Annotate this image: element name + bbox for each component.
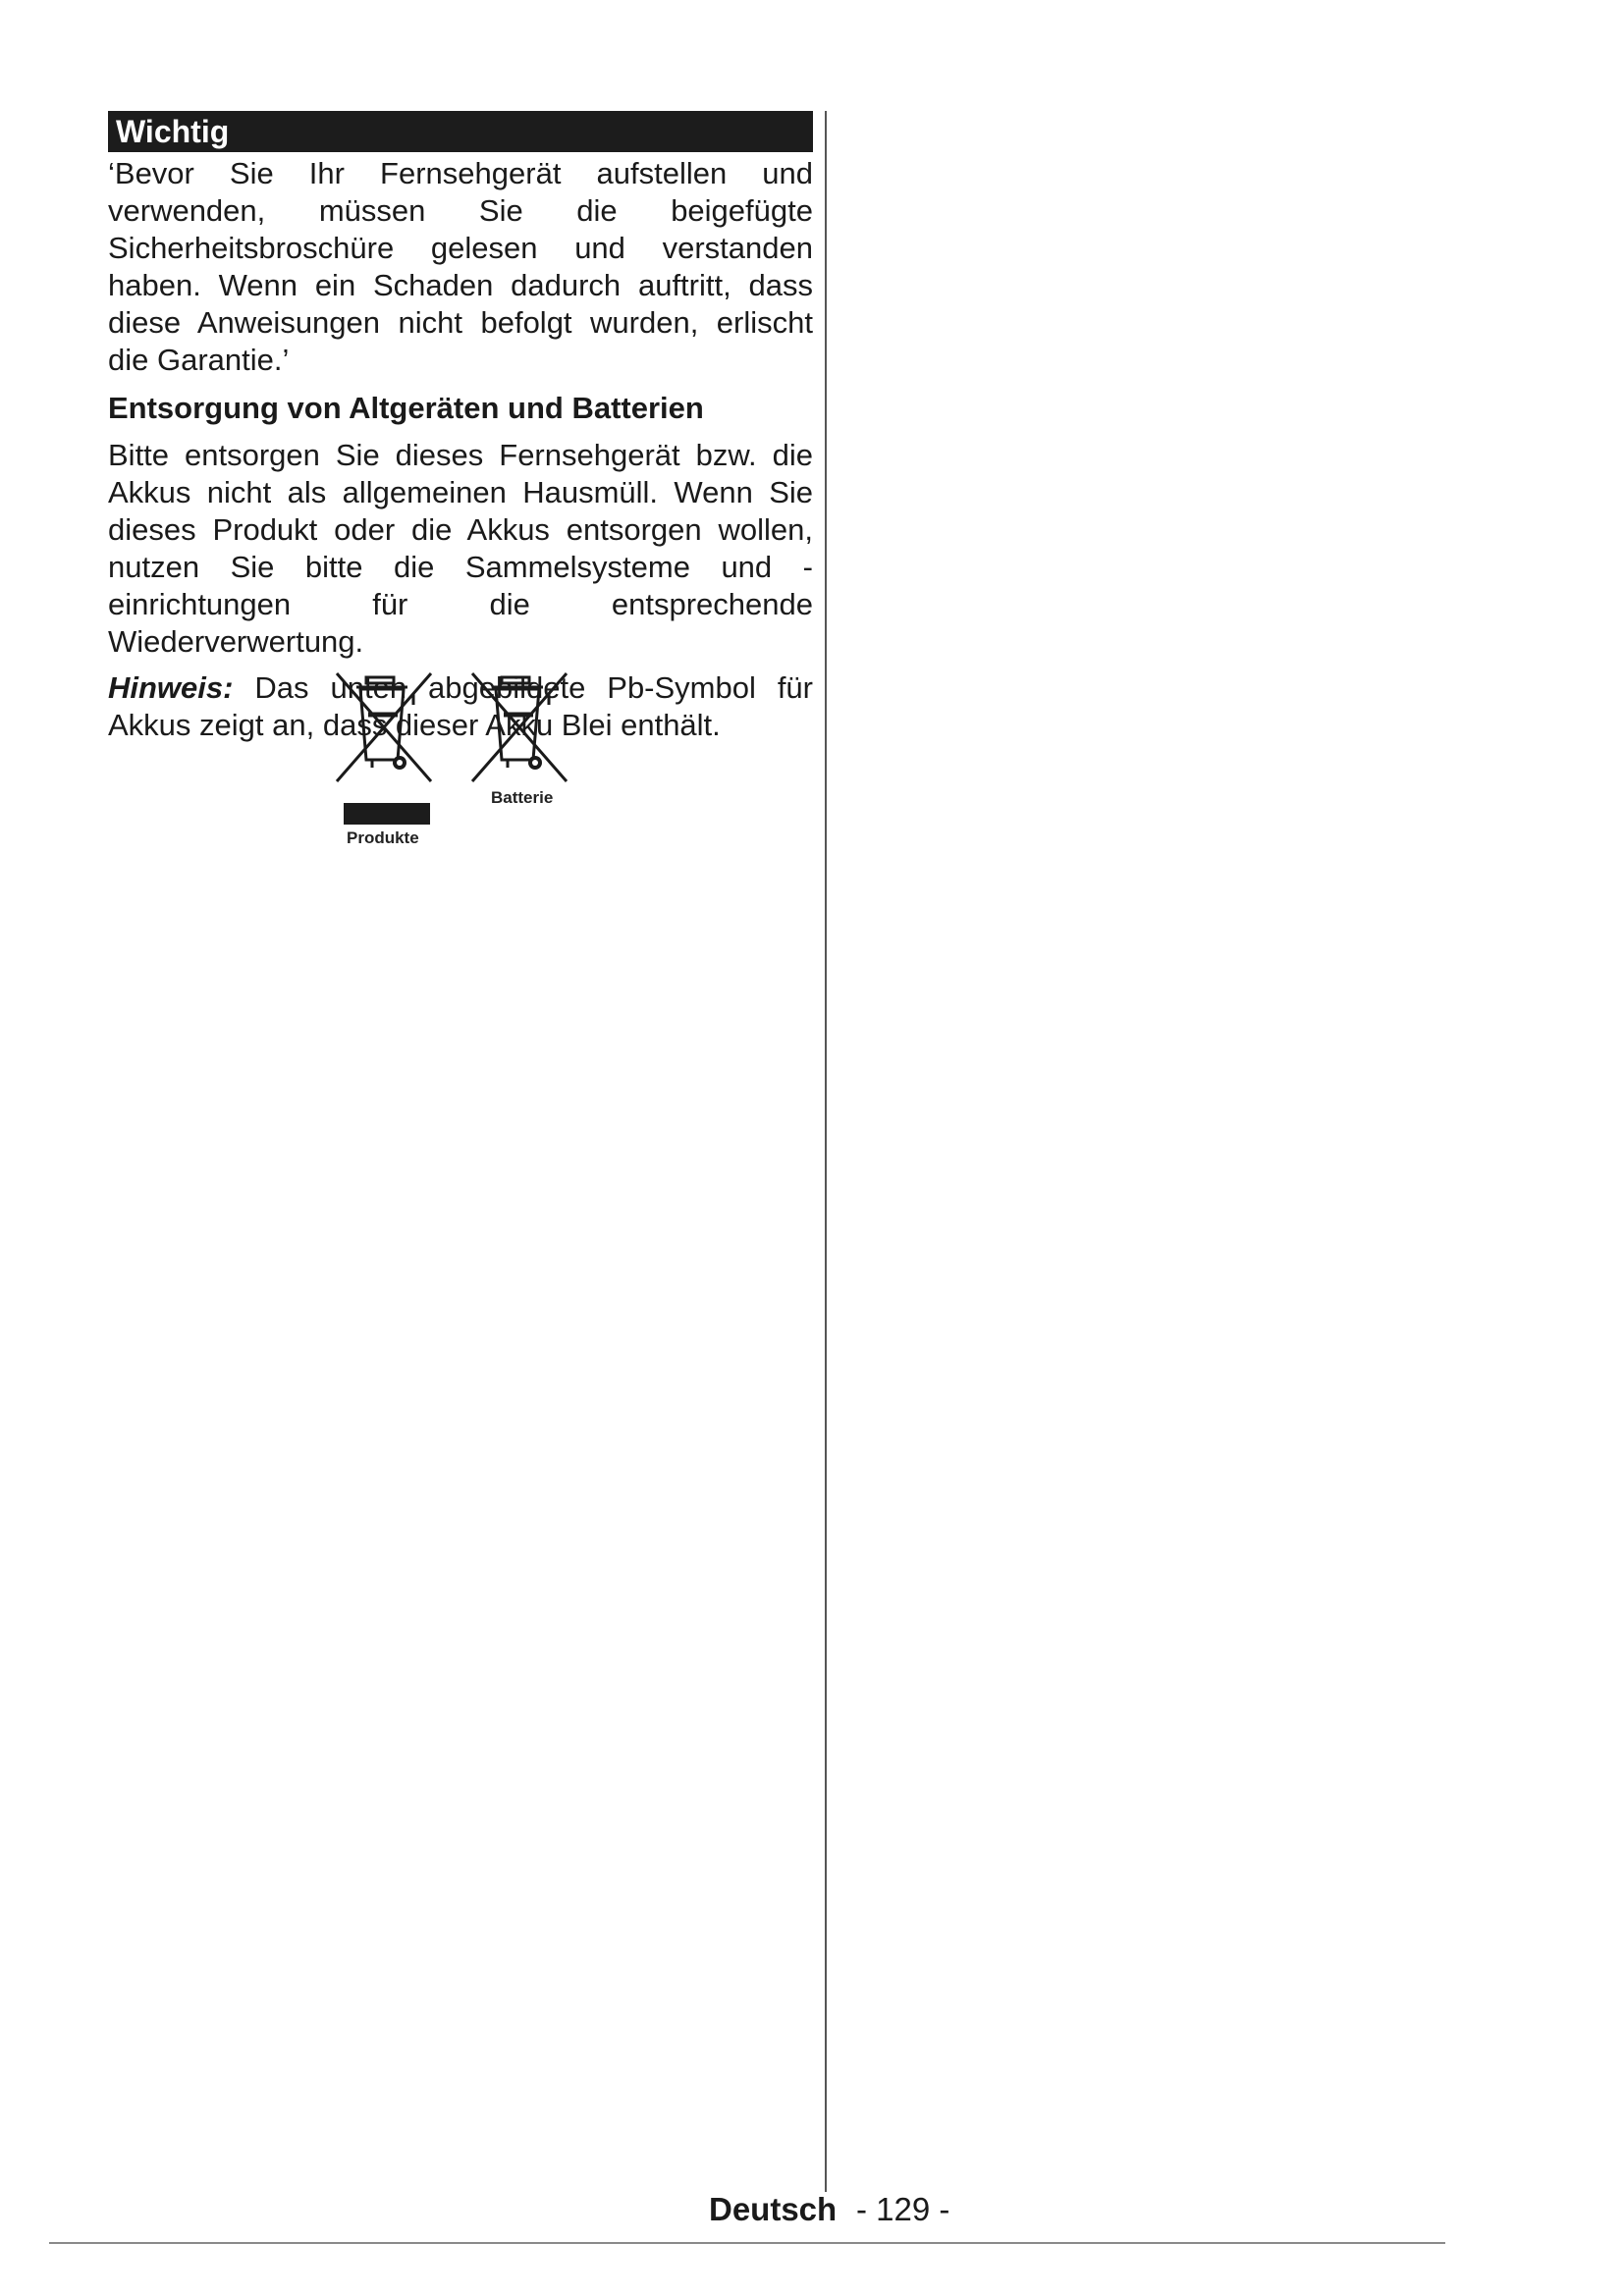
page-footer bbox=[0, 2191, 1624, 2230]
disposal-heading: Entsorgung von Altgeräten und Batterien bbox=[108, 391, 704, 425]
column-divider bbox=[825, 111, 827, 2192]
product-label: Produkte bbox=[347, 828, 419, 847]
section-banner: Wichtig bbox=[108, 111, 813, 152]
warning-paragraph: ‘Bevor Sie Ihr Fernsehgerät aufstellen und verwenden, müssen Sie die beigefügte Sicherheitsbroschüre gelesen und verstanden haben. Wenn ein Schaden dadurch auftritt, dass diese Anweisungen nicht befolgt wurden, erlischt die Garantie.’ bbox=[108, 156, 813, 377]
product-bar bbox=[344, 803, 430, 825]
note-text: Das unten abgebildete Pb-Symbol für Akkus zeigt an, dass dieser Akku Blei enthält. bbox=[108, 670, 813, 742]
footer-language: Deutsch bbox=[709, 2191, 838, 2227]
product-bin-icon bbox=[329, 666, 439, 787]
battery-bin-icon bbox=[464, 666, 574, 787]
footer-divider bbox=[49, 2242, 1445, 2244]
main-column bbox=[108, 111, 813, 744]
note-label: Hinweis: bbox=[108, 670, 234, 705]
battery-label: Batterie bbox=[491, 788, 554, 807]
disposal-paragraph: Bitte entsorgen Sie dieses Fernsehgerät bzw. die Akkus nicht als allgemeinen Hausmüll. Wenn Sie dieses Produkt oder die Akkus entsorgen wollen, nutzen Sie bitte die Sammelsysteme und -einrichtungen für die entsprechende Wiederverwertung. bbox=[108, 438, 813, 659]
page-number: - 129 - bbox=[856, 2191, 950, 2227]
disposal-symbols bbox=[329, 666, 604, 862]
